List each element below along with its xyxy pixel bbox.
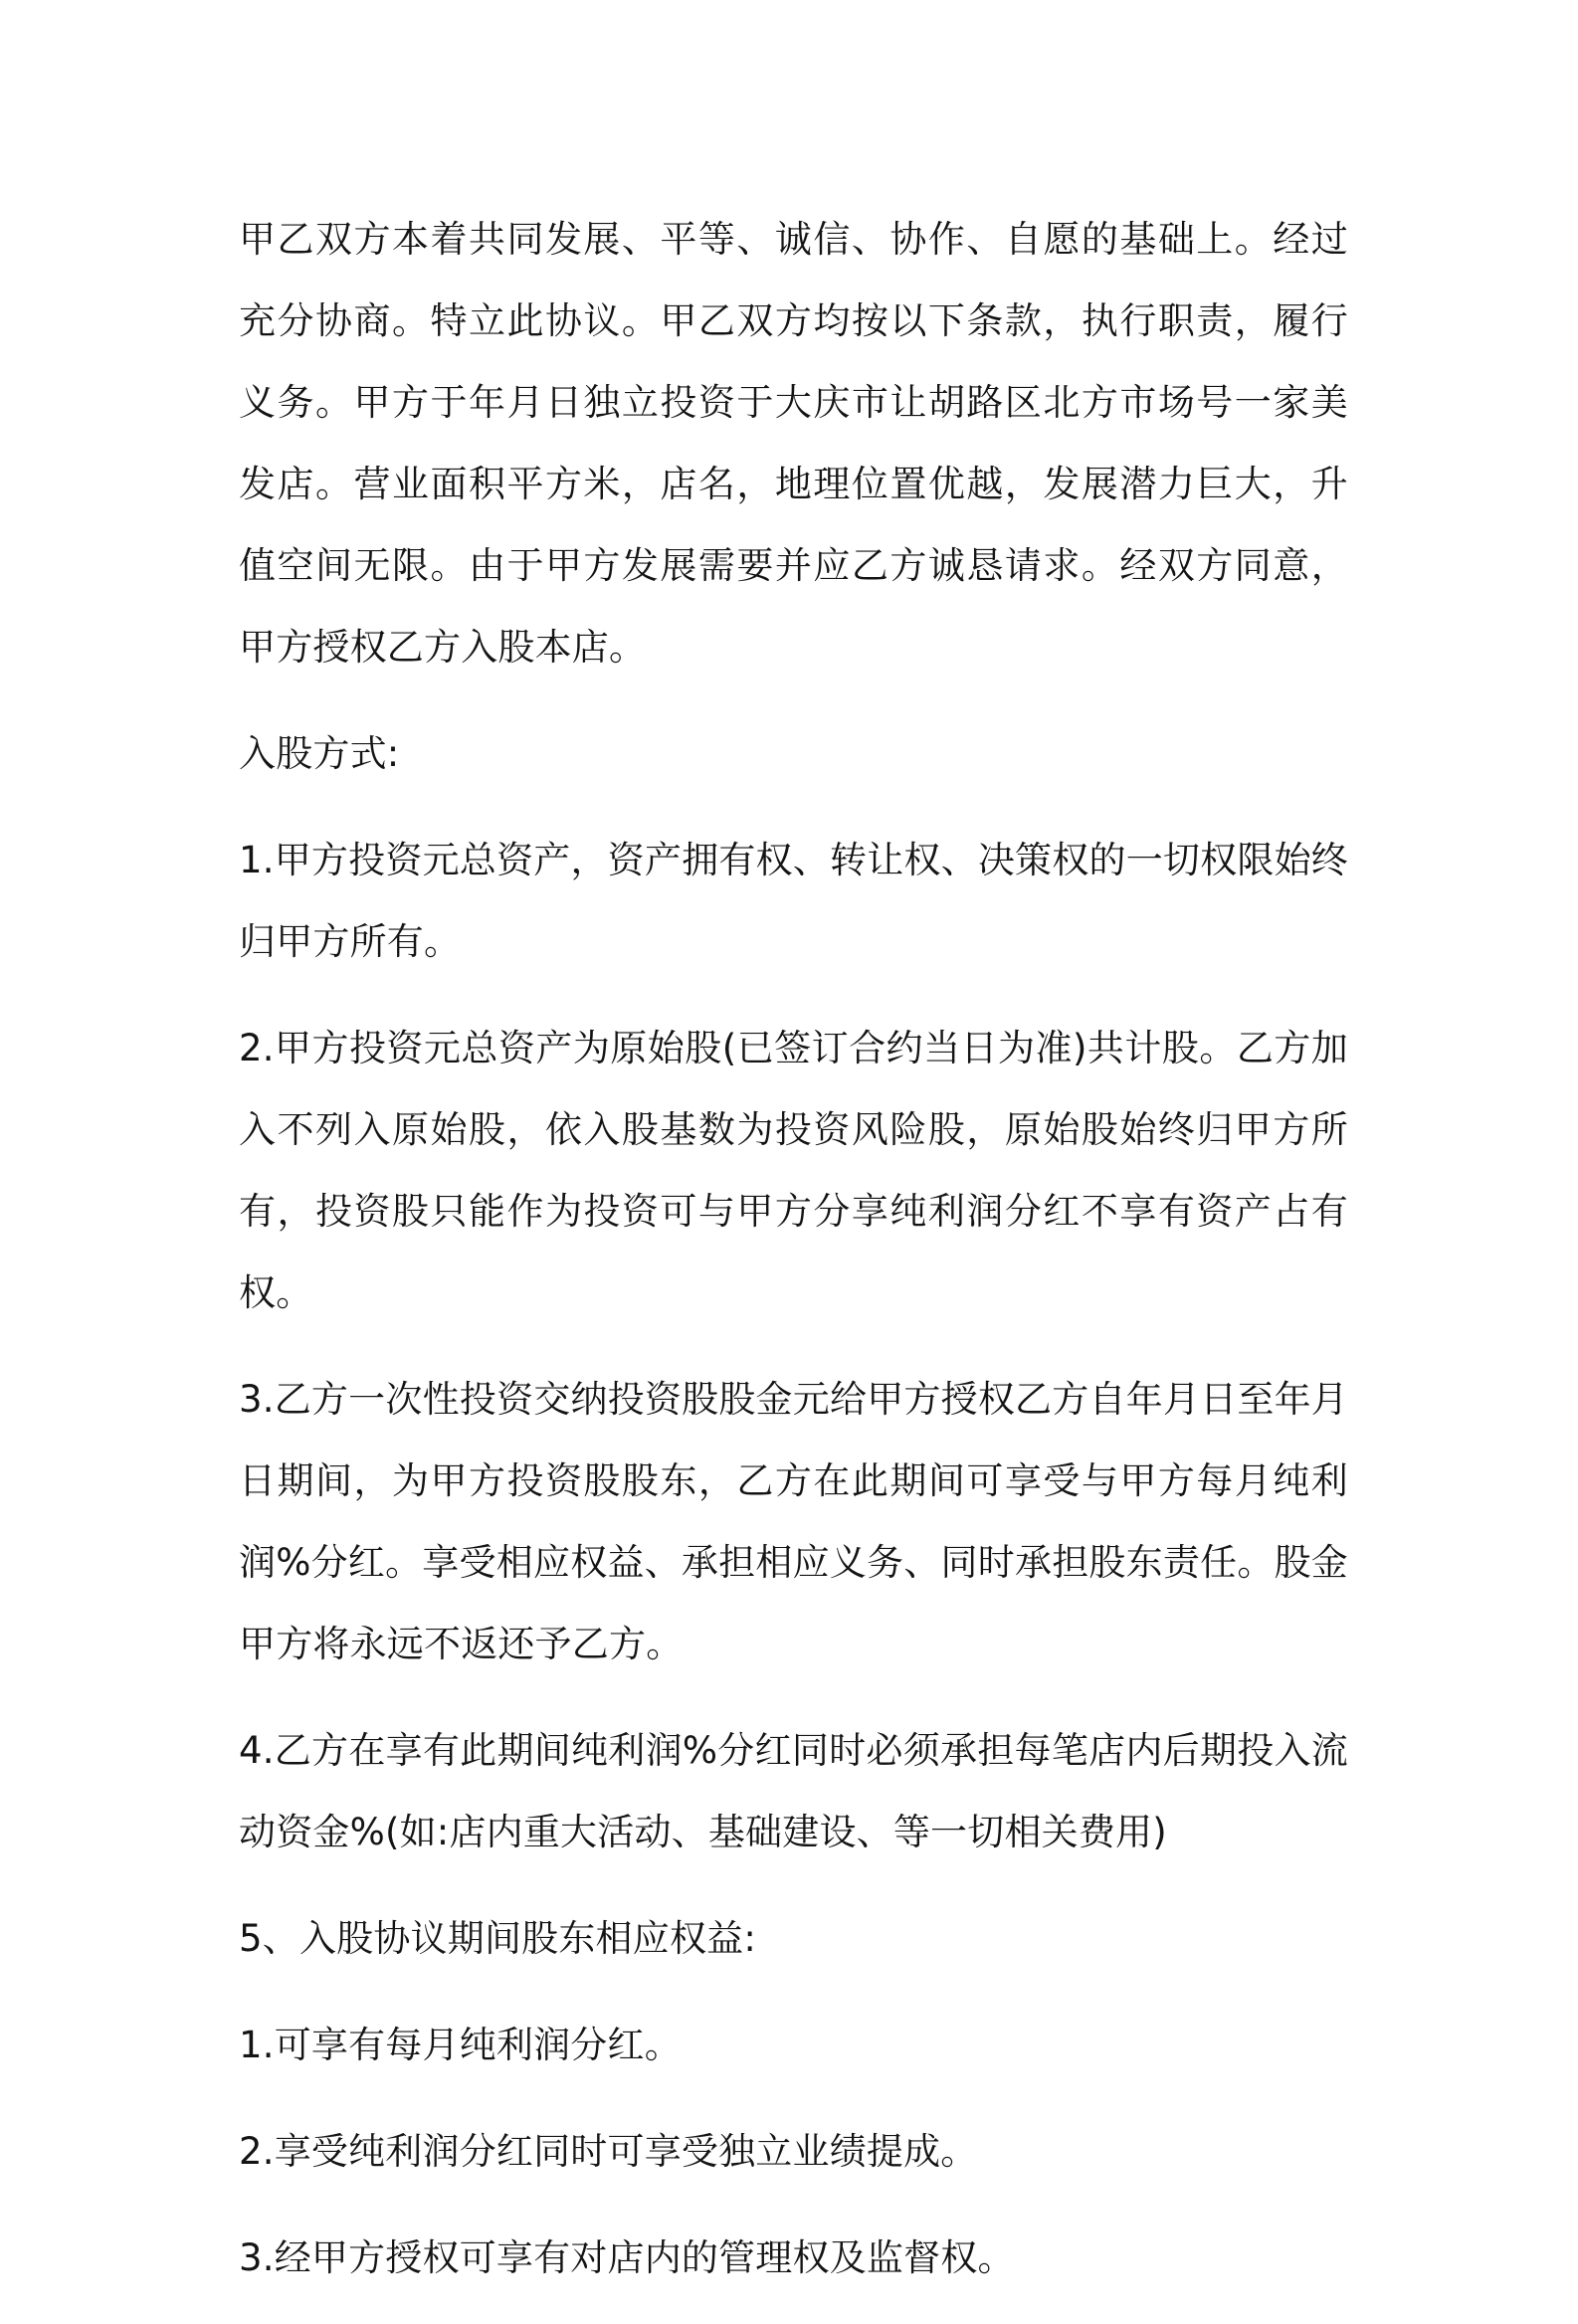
- heading-investment-method: 入股方式:: [239, 732, 400, 775]
- clause-4: 4.乙方在享有此期间纯利润%分红同时必须承担每笔店内后期投入流动资金%(如:店内重大活动、基础建设、等一切相关费用): [239, 1729, 1348, 1853]
- clause-5-heading: 5、入股协议期间股东相应权益:: [239, 1917, 757, 1960]
- right-item-3: 3.经甲方授权可享有对店内的管理权及监督权。: [239, 2236, 1015, 2279]
- right-item-2: 2.享受纯利润分红同时可享受独立业绩提成。: [239, 2130, 978, 2173]
- paragraph-intro: 甲乙双方本着共同发展、平等、诚信、协作、自愿的基础上。经过充分协商。特立此协议。甲乙双方均按以下条款，执行职责，履行义务。甲方于年月日独立投资于大庆市让胡路区北方市场号一家美发店。营业面积平方米，店名，地理位置优越，发展潜力巨大，升值空间无限。由于甲方发展需要并应乙方诚恳请求。经双方同意，甲方授权乙方入股本店。: [239, 218, 1348, 669]
- clause-1: 1.甲方投资元总资产，资产拥有权、转让权、决策权的一切权限始终归甲方所有。: [239, 839, 1348, 963]
- right-item-1: 1.可享有每月纯利润分红。: [239, 2024, 682, 2066]
- document-body: [239, 199, 1348, 2324]
- clause-2: 2.甲方投资元总资产为原始股(已签订合约当日为准)共计股。乙方加入不列入原始股，依入股基数为投资风险股，原始股始终归甲方所有，投资股只能作为投资可与甲方分享纯利润分红不享有资产占有权。: [239, 1027, 1348, 1314]
- clause-3: 3.乙方一次性投资交纳投资股股金元给甲方授权乙方自年月日至年月日期间，为甲方投资股股东，乙方在此期间可享受与甲方每月纯利润%分红。享受相应权益、承担相应义务、同时承担股东责任。股金甲方将永远不返还予乙方。: [239, 1378, 1348, 1665]
